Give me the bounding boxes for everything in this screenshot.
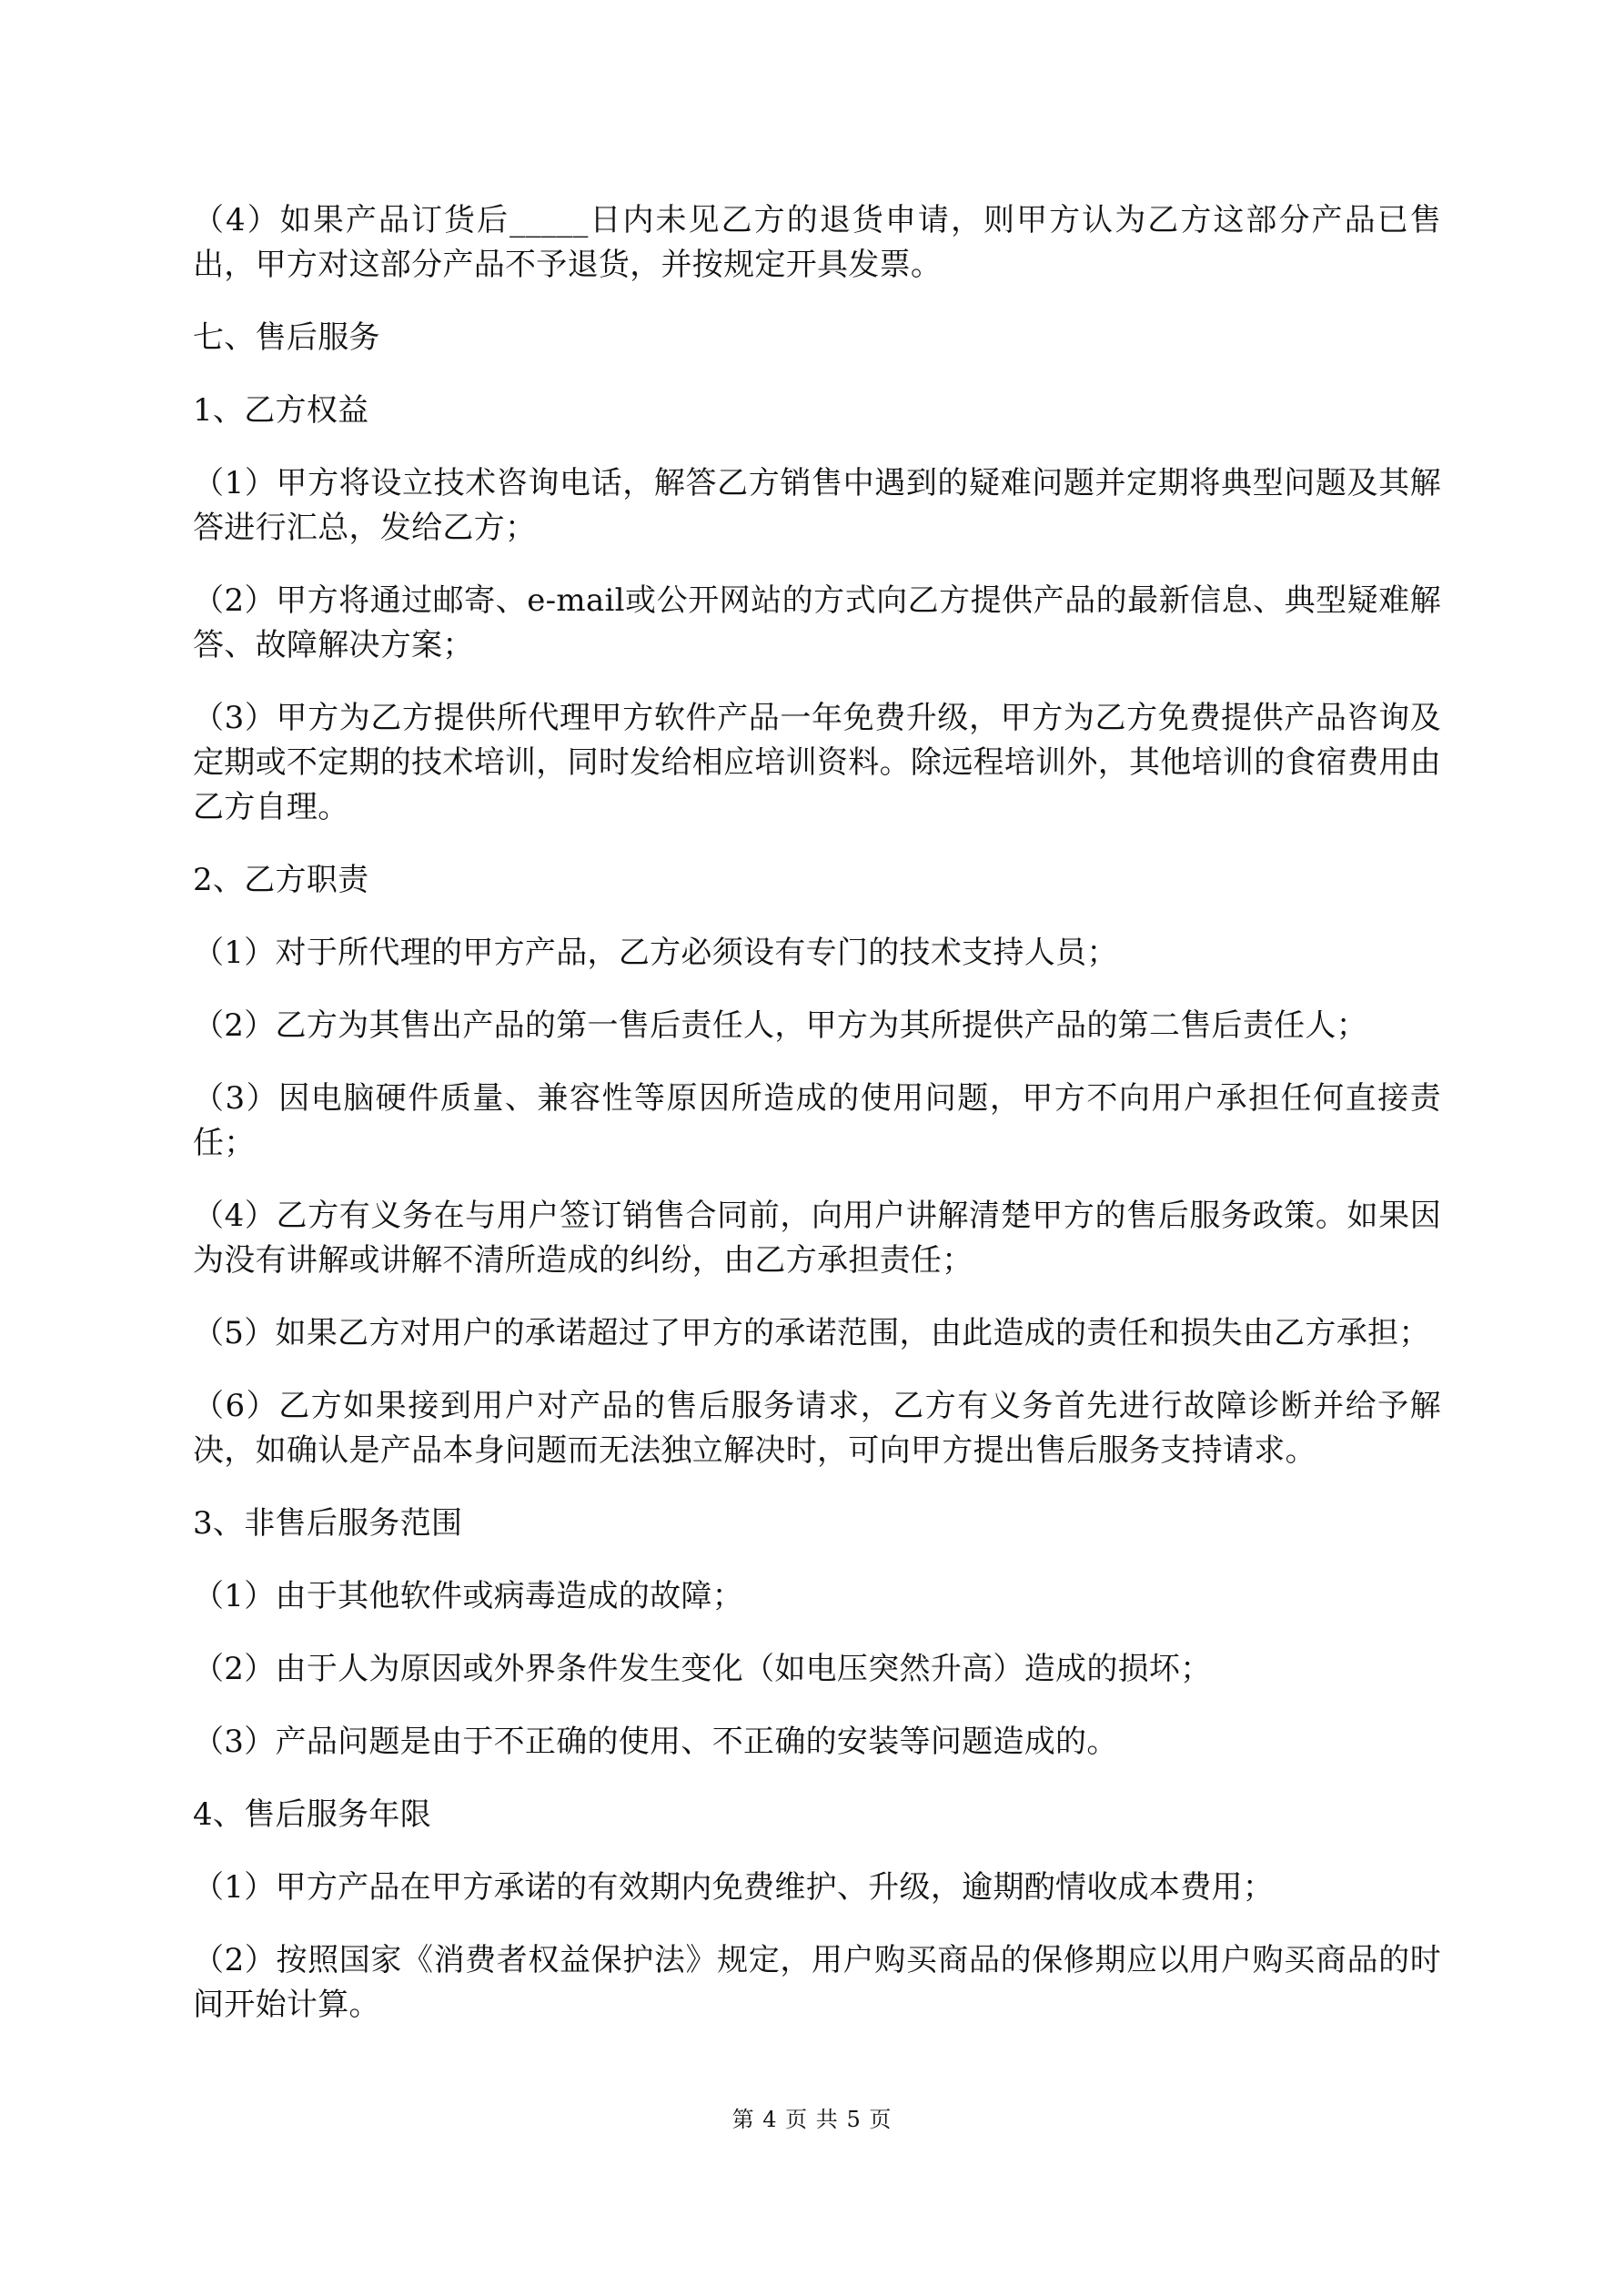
paragraph-rights-3: （3）甲方为乙方提供所代理甲方软件产品一年免费升级，甲方为乙方免费提供产品咨询及定期或不定期的技术培训，同时发给相应培训资料。除远程培训外，其他培训的食宿费用由乙方自理。	[193, 700, 1441, 825]
paragraph-duties-6: （6）乙方如果接到用户对产品的售后服务请求，乙方有义务首先进行故障诊断并给予解决，如确认是产品本身问题而无法独立解决时，可向甲方提出售后服务支持请求。	[193, 1388, 1441, 1469]
paragraph-return-period: （4）如果产品订货后_____日内未见乙方的退货申请，则甲方认为乙方这部分产品已售出，甲方对这部分产品不予退货，并按规定开具发票。	[193, 202, 1441, 283]
paragraph-scope-3: （3）产品问题是由于不正确的使用、不正确的安装等问题造成的。	[193, 1724, 1118, 1760]
paragraph-duties-5: （5）如果乙方对用户的承诺超过了甲方的承诺范围，由此造成的责任和损失由乙方承担；	[193, 1315, 1430, 1351]
subsection-heading-non-service-scope: 3、非售后服务范围	[193, 1505, 463, 1542]
subsection-heading-party-b-rights: 1、乙方权益	[193, 392, 369, 429]
paragraph-duties-1: （1）对于所代理的甲方产品，乙方必须设有专门的技术支持人员；	[193, 935, 1118, 971]
section-heading-after-sales-service: 七、售后服务	[193, 319, 380, 356]
paragraph-duties-4: （4）乙方有义务在与用户签订销售合同前，向用户讲解清楚甲方的售后服务政策。如果因为没有讲解或讲解不清所造成的纠纷，由乙方承担责任；	[193, 1198, 1441, 1279]
paragraph-duties-3: （3）因电脑硬件质量、兼容性等原因所造成的使用问题，甲方不向用户承担任何直接责任；	[193, 1080, 1441, 1161]
paragraph-period-2: （2）按照国家《消费者权益保护法》规定，用户购买商品的保修期应以用户购买商品的时间开始计算。	[193, 1942, 1441, 2023]
paragraph-rights-1: （1）甲方将设立技术咨询电话，解答乙方销售中遇到的疑难问题并定期将典型问题及其解答进行汇总，发给乙方；	[193, 465, 1441, 546]
page-number-footer: 第 4 页 共 5 页	[731, 2107, 893, 2132]
paragraph-scope-1: （1）由于其他软件或病毒造成的故障；	[193, 1578, 744, 1614]
paragraph-rights-2: （2）甲方将通过邮寄、e-mail或公开网站的方式向乙方提供产品的最新信息、典型疑难解答、故障解决方案；	[193, 582, 1441, 663]
paragraph-scope-2: （2）由于人为原因或外界条件发生变化（如电压突然升高）造成的损坏；	[193, 1651, 1212, 1687]
paragraph-duties-2: （2）乙方为其售出产品的第一售后责任人，甲方为其所提供产品的第二售后责任人；	[193, 1007, 1368, 1044]
document-body	[193, 198, 1441, 2056]
paragraph-period-1: （1）甲方产品在甲方承诺的有效期内免费维护、升级，逾期酌情收成本费用；	[193, 1869, 1275, 1906]
subsection-heading-party-b-duties: 2、乙方职责	[193, 862, 369, 898]
subsection-heading-service-period: 4、售后服务年限	[193, 1796, 432, 1833]
